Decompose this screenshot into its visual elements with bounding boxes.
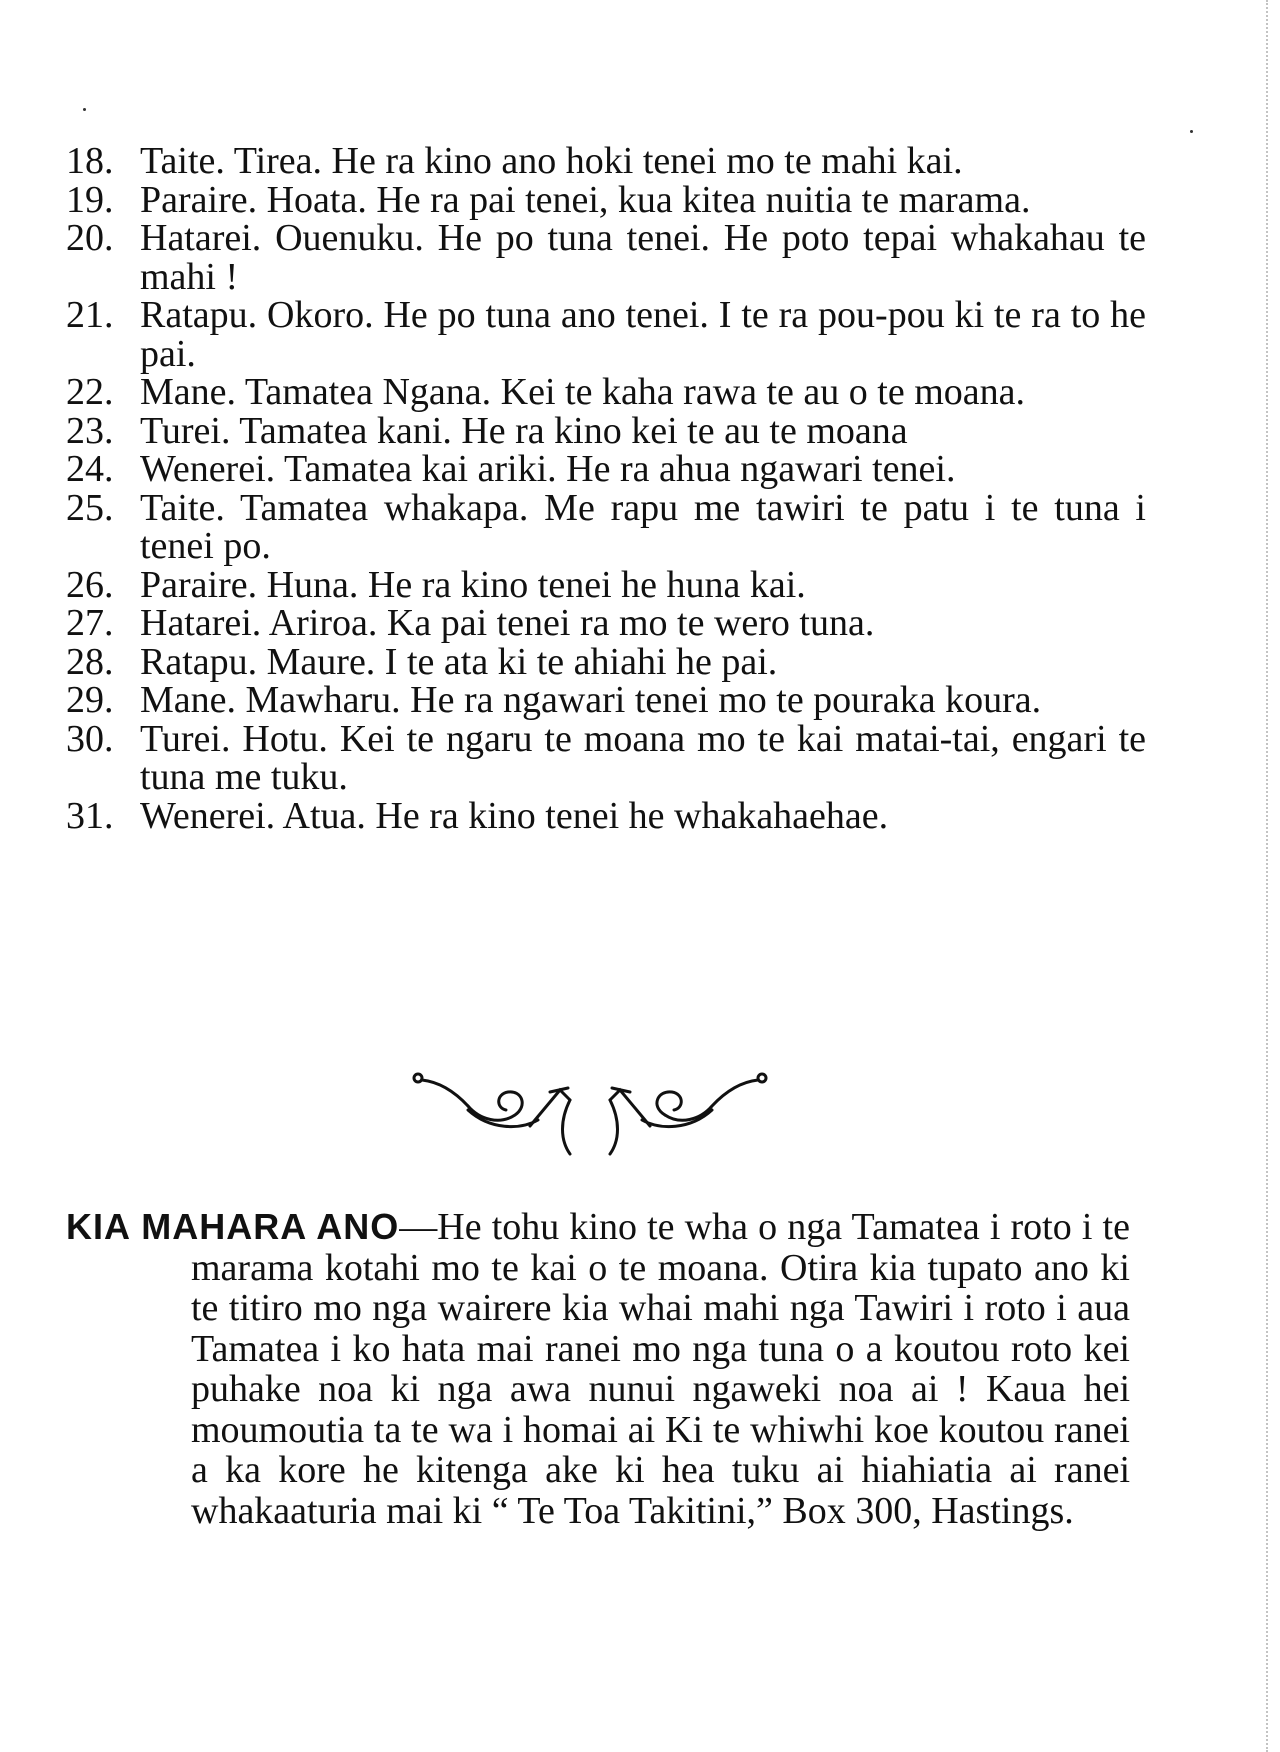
- calendar-entry: [66, 794, 1146, 837]
- entry-text: Hatarei. Ouenuku. He po tuna tenei. He poto tepai whakahau te mahi !: [140, 217, 1146, 298]
- calendar-entry: [66, 563, 1146, 606]
- calendar-entry: [66, 717, 1146, 798]
- entry-number: 29.: [66, 679, 114, 721]
- entry-number: 27.: [66, 602, 114, 644]
- entry-text: Turei. Hotu. Kei te ngaru te moana mo te kai matai-tai, engari te tuna me tuku.: [140, 717, 1146, 798]
- entry-text: Paraire. Hoata. He ra pai tenei, kua kitea nuitia te marama.: [140, 178, 1031, 221]
- notice-body: —He tohu kino te wha o nga Tamatea i roto i te marama kotahi mo te kai o te moana. Otira kia tupato ano ki te titiro mo nga wairere kia whai mahi nga Tawiri i roto i aua Tamatea i ko hata mai ranei mo nga tuna o a koutou roto kei puhake noa ki nga awa nunui ngaweki noa ai ! Kaua hei moumoutia ta te wa i homai ai Ki te whiwhi koe koutou ranei a ka kore he kitenga ake ki hea tuku ai hiahiatia ai ranei whakaaturia mai ki “ Te Toa Takitini,” Box 300, Hastings.: [191, 1206, 1130, 1532]
- print-speck: [83, 108, 86, 111]
- calendar-entry: [66, 219, 1146, 296]
- notice-heading: KIA MAHARA ANO: [66, 1206, 400, 1247]
- print-speck: [1190, 130, 1193, 133]
- entry-number: 19.: [66, 178, 114, 221]
- entry-number: 26.: [66, 563, 114, 606]
- entry-text: Paraire. Huna. He ra kino tenei he huna kai.: [140, 563, 806, 606]
- entry-text: Ratapu. Maure. I te ata ki te ahiahi he pai.: [140, 640, 778, 683]
- calendar-entry: [66, 640, 1146, 683]
- entry-number: 20.: [66, 217, 114, 259]
- entry-number: 22.: [66, 371, 114, 413]
- scroll-flourish-ornament-icon: [410, 1070, 770, 1160]
- calendar-entry: [66, 450, 1146, 489]
- entry-number: 18.: [66, 140, 114, 182]
- calendar-entry: [66, 142, 1146, 181]
- entry-number: 30.: [66, 717, 114, 760]
- entry-text: Wenerei. Tamatea kai ariki. He ra ahua ngawari tenei.: [140, 448, 956, 490]
- entry-number: 23.: [66, 409, 114, 452]
- entry-text: Mane. Mawharu. He ra ngawari tenei mo te pouraka koura.: [140, 679, 1042, 721]
- calendar-entry: [66, 409, 1146, 452]
- entry-number: 25.: [66, 486, 114, 529]
- notice-paragraph: [66, 1207, 1130, 1531]
- entry-text: Ratapu. Okoro. He po tuna ano tenei. I te ra pou-pou ki te ra to he pai.: [140, 294, 1146, 375]
- entry-text: Turei. Tamatea kani. He ra kino kei te au te moana: [140, 409, 908, 452]
- calendar-entry: [66, 681, 1146, 720]
- entry-text: Mane. Tamatea Ngana. Kei te kaha rawa te au o te moana.: [140, 371, 1026, 413]
- calendar-entry: [66, 486, 1146, 567]
- entry-number: 28.: [66, 640, 114, 683]
- calendar-entry: [66, 296, 1146, 373]
- entry-text: Taite. Tirea. He ra kino ano hoki tenei mo te mahi kai.: [140, 140, 963, 182]
- calendar-entry: [66, 373, 1146, 412]
- page-edge-shadow: [1266, 0, 1274, 1752]
- entry-number: 24.: [66, 448, 114, 490]
- calendar-entry: [66, 178, 1146, 221]
- calendar-entry-list: [66, 142, 1146, 835]
- entry-text: Wenerei. Atua. He ra kino tenei he whakahaehae.: [140, 794, 889, 837]
- calendar-entry: [66, 604, 1146, 643]
- entry-text: Taite. Tamatea whakapa. Me rapu me tawiri te patu i te tuna i tenei po.: [140, 486, 1146, 567]
- entry-text: Hatarei. Ariroa. Ka pai tenei ra mo te wero tuna.: [140, 602, 875, 644]
- entry-number: 21.: [66, 294, 114, 336]
- entry-number: 31.: [66, 794, 114, 837]
